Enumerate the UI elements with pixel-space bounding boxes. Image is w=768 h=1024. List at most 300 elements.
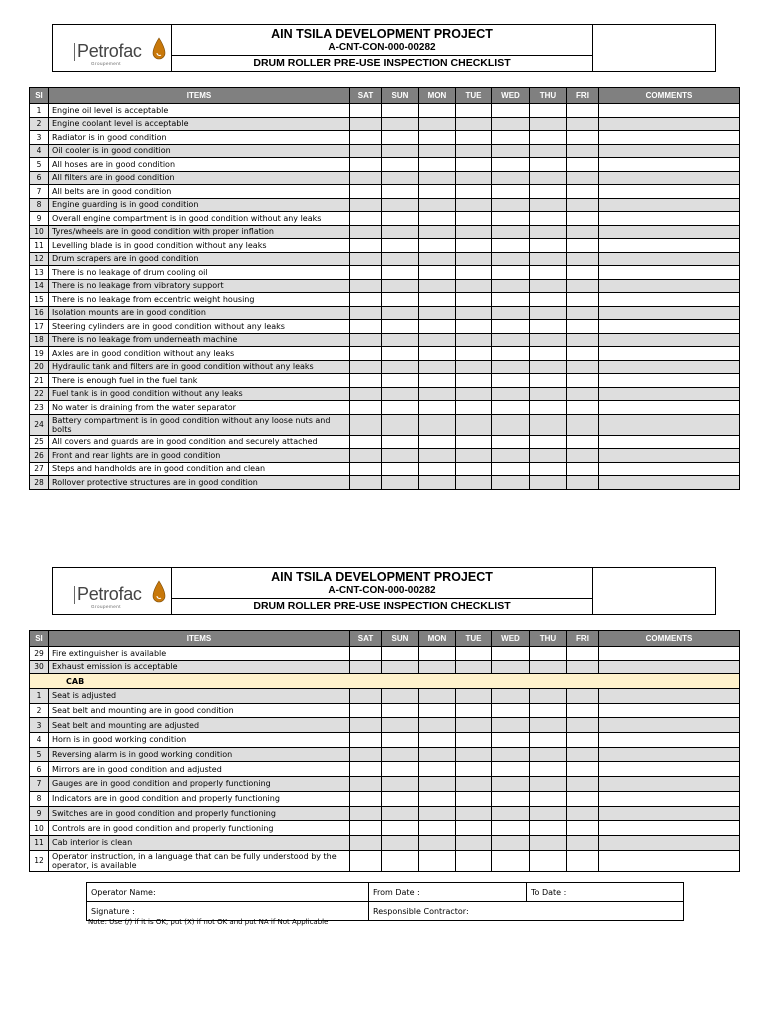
fri-check-cell[interactable] bbox=[567, 144, 599, 158]
wed-check-cell[interactable] bbox=[492, 252, 530, 266]
fri-check-cell[interactable] bbox=[567, 791, 599, 806]
tue-check-cell[interactable] bbox=[456, 360, 492, 374]
comments-cell[interactable] bbox=[599, 225, 740, 239]
sat-check-cell[interactable] bbox=[350, 225, 382, 239]
sun-check-cell[interactable] bbox=[382, 266, 419, 280]
tue-check-cell[interactable] bbox=[456, 333, 492, 347]
wed-check-cell[interactable] bbox=[492, 747, 530, 762]
fri-check-cell[interactable] bbox=[567, 104, 599, 118]
thu-check-cell[interactable] bbox=[530, 104, 567, 118]
mon-check-cell[interactable] bbox=[419, 387, 456, 401]
wed-check-cell[interactable] bbox=[492, 414, 530, 435]
wed-check-cell[interactable] bbox=[492, 320, 530, 334]
sat-check-cell[interactable] bbox=[350, 158, 382, 172]
mon-check-cell[interactable] bbox=[419, 306, 456, 320]
fri-check-cell[interactable] bbox=[567, 252, 599, 266]
fri-check-cell[interactable] bbox=[567, 435, 599, 449]
tue-check-cell[interactable] bbox=[456, 212, 492, 226]
responsible-contractor-field[interactable]: Responsible Contractor: bbox=[369, 902, 684, 921]
thu-check-cell[interactable] bbox=[530, 821, 567, 836]
comments-cell[interactable] bbox=[599, 703, 740, 718]
sat-check-cell[interactable] bbox=[350, 462, 382, 476]
comments-cell[interactable] bbox=[599, 435, 740, 449]
mon-check-cell[interactable] bbox=[419, 293, 456, 307]
thu-check-cell[interactable] bbox=[530, 476, 567, 490]
to-date-field[interactable]: To Date : bbox=[527, 883, 684, 902]
sat-check-cell[interactable] bbox=[350, 733, 382, 748]
mon-check-cell[interactable] bbox=[419, 703, 456, 718]
sun-check-cell[interactable] bbox=[382, 435, 419, 449]
sat-check-cell[interactable] bbox=[350, 198, 382, 212]
wed-check-cell[interactable] bbox=[492, 762, 530, 777]
mon-check-cell[interactable] bbox=[419, 158, 456, 172]
sat-check-cell[interactable] bbox=[350, 266, 382, 280]
thu-check-cell[interactable] bbox=[530, 198, 567, 212]
mon-check-cell[interactable] bbox=[419, 212, 456, 226]
tue-check-cell[interactable] bbox=[456, 158, 492, 172]
sat-check-cell[interactable] bbox=[350, 689, 382, 704]
fri-check-cell[interactable] bbox=[567, 660, 599, 674]
fri-check-cell[interactable] bbox=[567, 401, 599, 415]
mon-check-cell[interactable] bbox=[419, 647, 456, 661]
sat-check-cell[interactable] bbox=[350, 320, 382, 334]
tue-check-cell[interactable] bbox=[456, 435, 492, 449]
thu-check-cell[interactable] bbox=[530, 158, 567, 172]
thu-check-cell[interactable] bbox=[530, 266, 567, 280]
thu-check-cell[interactable] bbox=[530, 306, 567, 320]
wed-check-cell[interactable] bbox=[492, 117, 530, 131]
thu-check-cell[interactable] bbox=[530, 279, 567, 293]
thu-check-cell[interactable] bbox=[530, 239, 567, 253]
thu-check-cell[interactable] bbox=[530, 374, 567, 388]
mon-check-cell[interactable] bbox=[419, 117, 456, 131]
sun-check-cell[interactable] bbox=[382, 733, 419, 748]
thu-check-cell[interactable] bbox=[530, 703, 567, 718]
mon-check-cell[interactable] bbox=[419, 252, 456, 266]
sun-check-cell[interactable] bbox=[382, 476, 419, 490]
tue-check-cell[interactable] bbox=[456, 733, 492, 748]
thu-check-cell[interactable] bbox=[530, 401, 567, 415]
sun-check-cell[interactable] bbox=[382, 293, 419, 307]
comments-cell[interactable] bbox=[599, 117, 740, 131]
thu-check-cell[interactable] bbox=[530, 117, 567, 131]
tue-check-cell[interactable] bbox=[456, 387, 492, 401]
mon-check-cell[interactable] bbox=[419, 347, 456, 361]
wed-check-cell[interactable] bbox=[492, 171, 530, 185]
sat-check-cell[interactable] bbox=[350, 401, 382, 415]
fri-check-cell[interactable] bbox=[567, 279, 599, 293]
sun-check-cell[interactable] bbox=[382, 144, 419, 158]
fri-check-cell[interactable] bbox=[567, 360, 599, 374]
tue-check-cell[interactable] bbox=[456, 185, 492, 199]
sun-check-cell[interactable] bbox=[382, 252, 419, 266]
fri-check-cell[interactable] bbox=[567, 158, 599, 172]
wed-check-cell[interactable] bbox=[492, 647, 530, 661]
fri-check-cell[interactable] bbox=[567, 835, 599, 850]
sun-check-cell[interactable] bbox=[382, 171, 419, 185]
tue-check-cell[interactable] bbox=[456, 306, 492, 320]
mon-check-cell[interactable] bbox=[419, 279, 456, 293]
sun-check-cell[interactable] bbox=[382, 374, 419, 388]
sun-check-cell[interactable] bbox=[382, 333, 419, 347]
tue-check-cell[interactable] bbox=[456, 762, 492, 777]
sat-check-cell[interactable] bbox=[350, 333, 382, 347]
sat-check-cell[interactable] bbox=[350, 718, 382, 733]
thu-check-cell[interactable] bbox=[530, 462, 567, 476]
mon-check-cell[interactable] bbox=[419, 791, 456, 806]
tue-check-cell[interactable] bbox=[456, 225, 492, 239]
wed-check-cell[interactable] bbox=[492, 718, 530, 733]
thu-check-cell[interactable] bbox=[530, 360, 567, 374]
mon-check-cell[interactable] bbox=[419, 850, 456, 871]
mon-check-cell[interactable] bbox=[419, 414, 456, 435]
wed-check-cell[interactable] bbox=[492, 144, 530, 158]
sun-check-cell[interactable] bbox=[382, 449, 419, 463]
sat-check-cell[interactable] bbox=[350, 279, 382, 293]
thu-check-cell[interactable] bbox=[530, 660, 567, 674]
sat-check-cell[interactable] bbox=[350, 835, 382, 850]
fri-check-cell[interactable] bbox=[567, 414, 599, 435]
mon-check-cell[interactable] bbox=[419, 835, 456, 850]
thu-check-cell[interactable] bbox=[530, 212, 567, 226]
fri-check-cell[interactable] bbox=[567, 821, 599, 836]
comments-cell[interactable] bbox=[599, 733, 740, 748]
tue-check-cell[interactable] bbox=[456, 144, 492, 158]
thu-check-cell[interactable] bbox=[530, 647, 567, 661]
tue-check-cell[interactable] bbox=[456, 476, 492, 490]
thu-check-cell[interactable] bbox=[530, 185, 567, 199]
thu-check-cell[interactable] bbox=[530, 449, 567, 463]
fri-check-cell[interactable] bbox=[567, 225, 599, 239]
wed-check-cell[interactable] bbox=[492, 104, 530, 118]
thu-check-cell[interactable] bbox=[530, 414, 567, 435]
mon-check-cell[interactable] bbox=[419, 762, 456, 777]
wed-check-cell[interactable] bbox=[492, 791, 530, 806]
sat-check-cell[interactable] bbox=[350, 360, 382, 374]
comments-cell[interactable] bbox=[599, 777, 740, 792]
wed-check-cell[interactable] bbox=[492, 347, 530, 361]
comments-cell[interactable] bbox=[599, 850, 740, 871]
sun-check-cell[interactable] bbox=[382, 821, 419, 836]
wed-check-cell[interactable] bbox=[492, 435, 530, 449]
thu-check-cell[interactable] bbox=[530, 747, 567, 762]
sun-check-cell[interactable] bbox=[382, 660, 419, 674]
thu-check-cell[interactable] bbox=[530, 333, 567, 347]
mon-check-cell[interactable] bbox=[419, 718, 456, 733]
tue-check-cell[interactable] bbox=[456, 374, 492, 388]
sun-check-cell[interactable] bbox=[382, 703, 419, 718]
comments-cell[interactable] bbox=[599, 360, 740, 374]
wed-check-cell[interactable] bbox=[492, 821, 530, 836]
comments-cell[interactable] bbox=[599, 347, 740, 361]
fri-check-cell[interactable] bbox=[567, 462, 599, 476]
sun-check-cell[interactable] bbox=[382, 647, 419, 661]
sun-check-cell[interactable] bbox=[382, 225, 419, 239]
fri-check-cell[interactable] bbox=[567, 320, 599, 334]
mon-check-cell[interactable] bbox=[419, 747, 456, 762]
tue-check-cell[interactable] bbox=[456, 747, 492, 762]
comments-cell[interactable] bbox=[599, 374, 740, 388]
fri-check-cell[interactable] bbox=[567, 777, 599, 792]
thu-check-cell[interactable] bbox=[530, 347, 567, 361]
comments-cell[interactable] bbox=[599, 660, 740, 674]
tue-check-cell[interactable] bbox=[456, 462, 492, 476]
tue-check-cell[interactable] bbox=[456, 252, 492, 266]
sat-check-cell[interactable] bbox=[350, 414, 382, 435]
sun-check-cell[interactable] bbox=[382, 239, 419, 253]
tue-check-cell[interactable] bbox=[456, 821, 492, 836]
sat-check-cell[interactable] bbox=[350, 387, 382, 401]
thu-check-cell[interactable] bbox=[530, 806, 567, 821]
comments-cell[interactable] bbox=[599, 266, 740, 280]
tue-check-cell[interactable] bbox=[456, 660, 492, 674]
comments-cell[interactable] bbox=[599, 252, 740, 266]
comments-cell[interactable] bbox=[599, 333, 740, 347]
mon-check-cell[interactable] bbox=[419, 374, 456, 388]
sat-check-cell[interactable] bbox=[350, 252, 382, 266]
wed-check-cell[interactable] bbox=[492, 401, 530, 415]
fri-check-cell[interactable] bbox=[567, 476, 599, 490]
sat-check-cell[interactable] bbox=[350, 347, 382, 361]
comments-cell[interactable] bbox=[599, 306, 740, 320]
comments-cell[interactable] bbox=[599, 718, 740, 733]
wed-check-cell[interactable] bbox=[492, 806, 530, 821]
comments-cell[interactable] bbox=[599, 689, 740, 704]
comments-cell[interactable] bbox=[599, 806, 740, 821]
thu-check-cell[interactable] bbox=[530, 144, 567, 158]
sat-check-cell[interactable] bbox=[350, 374, 382, 388]
comments-cell[interactable] bbox=[599, 279, 740, 293]
mon-check-cell[interactable] bbox=[419, 198, 456, 212]
wed-check-cell[interactable] bbox=[492, 462, 530, 476]
comments-cell[interactable] bbox=[599, 647, 740, 661]
thu-check-cell[interactable] bbox=[530, 835, 567, 850]
thu-check-cell[interactable] bbox=[530, 850, 567, 871]
wed-check-cell[interactable] bbox=[492, 374, 530, 388]
thu-check-cell[interactable] bbox=[530, 293, 567, 307]
sat-check-cell[interactable] bbox=[350, 131, 382, 145]
comments-cell[interactable] bbox=[599, 171, 740, 185]
thu-check-cell[interactable] bbox=[530, 171, 567, 185]
sun-check-cell[interactable] bbox=[382, 158, 419, 172]
tue-check-cell[interactable] bbox=[456, 293, 492, 307]
wed-check-cell[interactable] bbox=[492, 185, 530, 199]
mon-check-cell[interactable] bbox=[419, 449, 456, 463]
fri-check-cell[interactable] bbox=[567, 212, 599, 226]
fri-check-cell[interactable] bbox=[567, 333, 599, 347]
tue-check-cell[interactable] bbox=[456, 791, 492, 806]
fri-check-cell[interactable] bbox=[567, 374, 599, 388]
sat-check-cell[interactable] bbox=[350, 117, 382, 131]
comments-cell[interactable] bbox=[599, 293, 740, 307]
mon-check-cell[interactable] bbox=[419, 144, 456, 158]
thu-check-cell[interactable] bbox=[530, 791, 567, 806]
sat-check-cell[interactable] bbox=[350, 293, 382, 307]
thu-check-cell[interactable] bbox=[530, 387, 567, 401]
mon-check-cell[interactable] bbox=[419, 462, 456, 476]
tue-check-cell[interactable] bbox=[456, 104, 492, 118]
tue-check-cell[interactable] bbox=[456, 347, 492, 361]
comments-cell[interactable] bbox=[599, 462, 740, 476]
sun-check-cell[interactable] bbox=[382, 718, 419, 733]
sat-check-cell[interactable] bbox=[350, 821, 382, 836]
tue-check-cell[interactable] bbox=[456, 806, 492, 821]
tue-check-cell[interactable] bbox=[456, 647, 492, 661]
mon-check-cell[interactable] bbox=[419, 131, 456, 145]
sat-check-cell[interactable] bbox=[350, 660, 382, 674]
thu-check-cell[interactable] bbox=[530, 131, 567, 145]
sun-check-cell[interactable] bbox=[382, 360, 419, 374]
sun-check-cell[interactable] bbox=[382, 104, 419, 118]
fri-check-cell[interactable] bbox=[567, 689, 599, 704]
fri-check-cell[interactable] bbox=[567, 347, 599, 361]
tue-check-cell[interactable] bbox=[456, 198, 492, 212]
mon-check-cell[interactable] bbox=[419, 320, 456, 334]
mon-check-cell[interactable] bbox=[419, 171, 456, 185]
operator-name-field[interactable]: Operator Name: bbox=[87, 883, 369, 902]
fri-check-cell[interactable] bbox=[567, 762, 599, 777]
sat-check-cell[interactable] bbox=[350, 806, 382, 821]
sat-check-cell[interactable] bbox=[350, 144, 382, 158]
sun-check-cell[interactable] bbox=[382, 850, 419, 871]
sat-check-cell[interactable] bbox=[350, 476, 382, 490]
wed-check-cell[interactable] bbox=[492, 293, 530, 307]
tue-check-cell[interactable] bbox=[456, 239, 492, 253]
fri-check-cell[interactable] bbox=[567, 449, 599, 463]
tue-check-cell[interactable] bbox=[456, 850, 492, 871]
comments-cell[interactable] bbox=[599, 212, 740, 226]
fri-check-cell[interactable] bbox=[567, 293, 599, 307]
mon-check-cell[interactable] bbox=[419, 660, 456, 674]
fri-check-cell[interactable] bbox=[567, 733, 599, 748]
comments-cell[interactable] bbox=[599, 747, 740, 762]
tue-check-cell[interactable] bbox=[456, 320, 492, 334]
wed-check-cell[interactable] bbox=[492, 360, 530, 374]
tue-check-cell[interactable] bbox=[456, 279, 492, 293]
fri-check-cell[interactable] bbox=[567, 171, 599, 185]
mon-check-cell[interactable] bbox=[419, 689, 456, 704]
wed-check-cell[interactable] bbox=[492, 306, 530, 320]
thu-check-cell[interactable] bbox=[530, 777, 567, 792]
fri-check-cell[interactable] bbox=[567, 185, 599, 199]
sun-check-cell[interactable] bbox=[382, 747, 419, 762]
sat-check-cell[interactable] bbox=[350, 239, 382, 253]
sun-check-cell[interactable] bbox=[382, 835, 419, 850]
wed-check-cell[interactable] bbox=[492, 703, 530, 718]
wed-check-cell[interactable] bbox=[492, 225, 530, 239]
sun-check-cell[interactable] bbox=[382, 791, 419, 806]
sat-check-cell[interactable] bbox=[350, 104, 382, 118]
tue-check-cell[interactable] bbox=[456, 401, 492, 415]
comments-cell[interactable] bbox=[599, 387, 740, 401]
sat-check-cell[interactable] bbox=[350, 185, 382, 199]
sat-check-cell[interactable] bbox=[350, 171, 382, 185]
sat-check-cell[interactable] bbox=[350, 435, 382, 449]
fri-check-cell[interactable] bbox=[567, 239, 599, 253]
mon-check-cell[interactable] bbox=[419, 239, 456, 253]
fri-check-cell[interactable] bbox=[567, 850, 599, 871]
fri-check-cell[interactable] bbox=[567, 747, 599, 762]
wed-check-cell[interactable] bbox=[492, 660, 530, 674]
sat-check-cell[interactable] bbox=[350, 777, 382, 792]
thu-check-cell[interactable] bbox=[530, 689, 567, 704]
mon-check-cell[interactable] bbox=[419, 821, 456, 836]
fri-check-cell[interactable] bbox=[567, 306, 599, 320]
wed-check-cell[interactable] bbox=[492, 689, 530, 704]
wed-check-cell[interactable] bbox=[492, 131, 530, 145]
wed-check-cell[interactable] bbox=[492, 387, 530, 401]
tue-check-cell[interactable] bbox=[456, 703, 492, 718]
fri-check-cell[interactable] bbox=[567, 266, 599, 280]
sun-check-cell[interactable] bbox=[382, 347, 419, 361]
tue-check-cell[interactable] bbox=[456, 777, 492, 792]
thu-check-cell[interactable] bbox=[530, 252, 567, 266]
comments-cell[interactable] bbox=[599, 414, 740, 435]
fri-check-cell[interactable] bbox=[567, 131, 599, 145]
comments-cell[interactable] bbox=[599, 449, 740, 463]
wed-check-cell[interactable] bbox=[492, 279, 530, 293]
comments-cell[interactable] bbox=[599, 821, 740, 836]
thu-check-cell[interactable] bbox=[530, 762, 567, 777]
sat-check-cell[interactable] bbox=[350, 747, 382, 762]
sun-check-cell[interactable] bbox=[382, 387, 419, 401]
fri-check-cell[interactable] bbox=[567, 647, 599, 661]
fri-check-cell[interactable] bbox=[567, 806, 599, 821]
sun-check-cell[interactable] bbox=[382, 306, 419, 320]
fri-check-cell[interactable] bbox=[567, 117, 599, 131]
mon-check-cell[interactable] bbox=[419, 806, 456, 821]
wed-check-cell[interactable] bbox=[492, 212, 530, 226]
tue-check-cell[interactable] bbox=[456, 414, 492, 435]
mon-check-cell[interactable] bbox=[419, 104, 456, 118]
thu-check-cell[interactable] bbox=[530, 718, 567, 733]
comments-cell[interactable] bbox=[599, 131, 740, 145]
fri-check-cell[interactable] bbox=[567, 718, 599, 733]
comments-cell[interactable] bbox=[599, 239, 740, 253]
tue-check-cell[interactable] bbox=[456, 718, 492, 733]
sun-check-cell[interactable] bbox=[382, 462, 419, 476]
sat-check-cell[interactable] bbox=[350, 850, 382, 871]
mon-check-cell[interactable] bbox=[419, 266, 456, 280]
mon-check-cell[interactable] bbox=[419, 476, 456, 490]
wed-check-cell[interactable] bbox=[492, 733, 530, 748]
thu-check-cell[interactable] bbox=[530, 733, 567, 748]
from-date-field[interactable]: From Date : bbox=[369, 883, 527, 902]
sun-check-cell[interactable] bbox=[382, 401, 419, 415]
mon-check-cell[interactable] bbox=[419, 435, 456, 449]
wed-check-cell[interactable] bbox=[492, 835, 530, 850]
sat-check-cell[interactable] bbox=[350, 703, 382, 718]
sun-check-cell[interactable] bbox=[382, 414, 419, 435]
tue-check-cell[interactable] bbox=[456, 131, 492, 145]
sat-check-cell[interactable] bbox=[350, 791, 382, 806]
sat-check-cell[interactable] bbox=[350, 449, 382, 463]
comments-cell[interactable] bbox=[599, 791, 740, 806]
wed-check-cell[interactable] bbox=[492, 158, 530, 172]
sun-check-cell[interactable] bbox=[382, 212, 419, 226]
wed-check-cell[interactable] bbox=[492, 198, 530, 212]
thu-check-cell[interactable] bbox=[530, 225, 567, 239]
mon-check-cell[interactable] bbox=[419, 185, 456, 199]
sun-check-cell[interactable] bbox=[382, 689, 419, 704]
wed-check-cell[interactable] bbox=[492, 777, 530, 792]
wed-check-cell[interactable] bbox=[492, 333, 530, 347]
comments-cell[interactable] bbox=[599, 198, 740, 212]
fri-check-cell[interactable] bbox=[567, 198, 599, 212]
sat-check-cell[interactable] bbox=[350, 306, 382, 320]
thu-check-cell[interactable] bbox=[530, 320, 567, 334]
comments-cell[interactable] bbox=[599, 158, 740, 172]
